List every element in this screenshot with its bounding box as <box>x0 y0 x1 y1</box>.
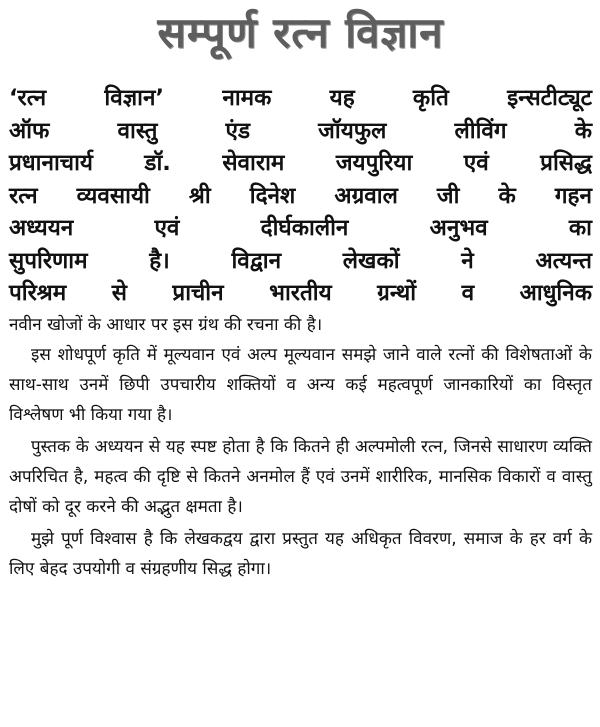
lead-line: प्रधानाचार्य डॉ. सेवाराम जयपुरिया एवं प्रसिद्ध <box>9 150 592 176</box>
lead-tail-line: नवीन खोजों के आधार पर इस ग्रंथ की रचना की है। <box>9 314 323 335</box>
body-paragraph: इस शोधपूर्ण कृति में मूल्यवान एवं अल्प मूल्यवान समझे जाने वाले रत्नों की विशेषताओं के साथ-साथ उनमें छिपी उपचारीय शक्तियों व अन्य कई महत्वपूर्ण जानकारियों का विस्तृत विश्लेषण भी किया गया है। <box>9 344 592 425</box>
body-paragraph: पुस्तक के अध्ययन से यह स्पष्ट होता है कि कितने ही अल्पमोली रत्न, जिनसे साधारण व्यक्ति अपरिचित है, महत्व की दृष्टि से कितने अनमोल हैं एवं उनमें शारीरिक, मानसिक विकारों व वास्तु दोषों को दूर करने की अद्भुत क्षमता है। <box>9 436 592 517</box>
lead-line: ऑफ वास्तु एंड जॉयफुल लीविंग के <box>9 117 592 144</box>
lead-line: सुपरिणाम है। विद्वान लेखकों ने अत्यन्त <box>9 247 592 274</box>
body-paragraph: मुझे पूर्ण विश्वास है कि लेखकद्वय द्वारा प्रस्तुत यह अधिकृत विवरण, समाज के हर वर्ग के लिए बेहद उपयोगी व संग्रहणीय सिद्ध होगा। <box>9 528 592 579</box>
page-title: सम्पूर्ण रत्न विज्ञान <box>157 8 444 57</box>
lead-line: परिश्रम से प्राचीन भारतीय ग्रन्थों व आधुनिक <box>9 280 592 306</box>
lead-paragraph <box>9 82 592 340</box>
lead-line: अध्ययन एवं दीर्घकालीन अनुभव का <box>9 215 592 241</box>
lead-line: रत्न व्यवसायी श्री दिनेश अग्रवाल जी के गहन <box>9 182 592 209</box>
lead-line: ‘रत्न विज्ञान’ नामक यह कृति इन्सटीट्यूट <box>9 85 592 111</box>
